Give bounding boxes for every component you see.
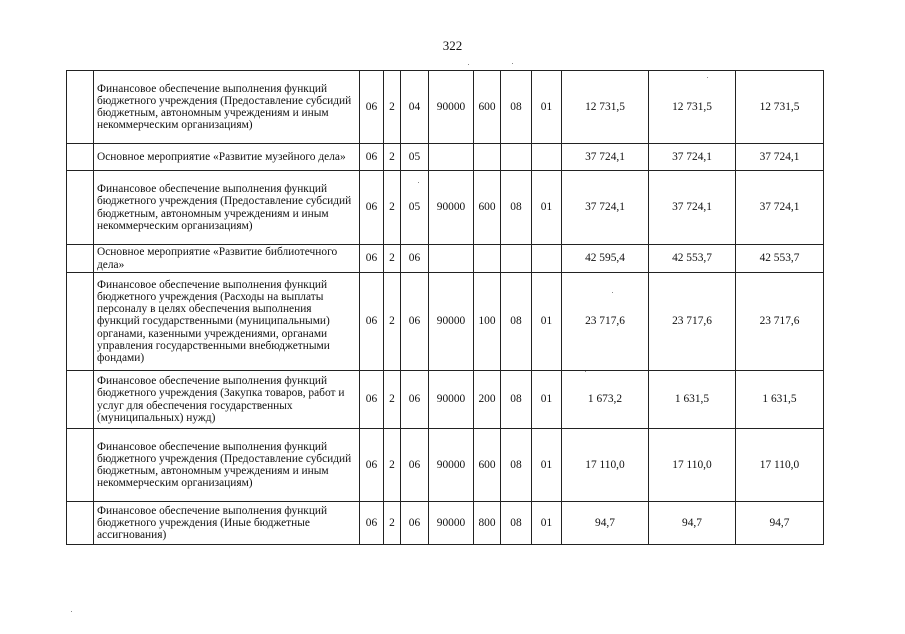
amount-cell: 1 631,5 <box>649 371 736 429</box>
amount-cell: 17 110,0 <box>562 429 649 502</box>
row-marker-cell <box>67 502 94 545</box>
amount-cell: 37 724,1 <box>649 171 736 245</box>
row-marker-cell <box>67 71 94 144</box>
code-cell: 06 <box>401 273 429 371</box>
code-cell: 90000 <box>429 371 474 429</box>
expense-name: Финансовое обеспечение выполнения функций бюджетного учреждения (Предоставление субсидий бюджетным, автономным учреждениям и иным некоммерческим организациям) <box>94 429 360 502</box>
amount-cell: 94,7 <box>562 502 649 545</box>
code-cell <box>429 144 474 171</box>
code-cell: 08 <box>501 171 532 245</box>
code-cell: 06 <box>360 71 384 144</box>
amount-cell: 12 731,5 <box>649 71 736 144</box>
page-number: 322 <box>442 38 463 53</box>
scan-speck <box>585 371 586 372</box>
table-row <box>67 429 824 502</box>
amount-cell: 12 731,5 <box>736 71 824 144</box>
scan-speck <box>71 611 72 612</box>
code-cell: 200 <box>474 371 501 429</box>
code-cell: 2 <box>384 502 401 545</box>
code-cell: 90000 <box>429 502 474 545</box>
code-cell: 08 <box>501 273 532 371</box>
amount-cell: 17 110,0 <box>736 429 824 502</box>
code-cell: 01 <box>532 71 562 144</box>
table-row <box>67 171 824 245</box>
code-cell: 2 <box>384 71 401 144</box>
code-cell: 600 <box>474 71 501 144</box>
amount-cell: 42 553,7 <box>736 245 824 273</box>
code-cell: 06 <box>401 429 429 502</box>
row-marker-cell <box>67 429 94 502</box>
expense-name: Финансовое обеспечение выполнения функций бюджетного учреждения (Расходы на выплаты персоналу в целях обеспечения выполнения функций государственными (муниципальными) органами, казенными учреждениями, органами управления государственными внебюджетными фондами) <box>94 273 360 371</box>
expense-name: Основное мероприятие «Развитие библиотечного дела» <box>94 245 360 273</box>
budget-table-body <box>67 71 824 545</box>
expense-name: Финансовое обеспечение выполнения функций бюджетного учреждения (Предоставление субсидий бюджетным, автономным учреждениям и иным некоммерческим организациям) <box>94 71 360 144</box>
code-cell: 05 <box>401 144 429 171</box>
code-cell: 01 <box>532 502 562 545</box>
amount-cell: 17 110,0 <box>649 429 736 502</box>
code-cell: 600 <box>474 429 501 502</box>
code-cell <box>532 245 562 273</box>
scan-speck <box>512 63 513 64</box>
code-cell: 01 <box>532 429 562 502</box>
expense-name: Финансовое обеспечение выполнения функций бюджетного учреждения (Закупка товаров, работ и услуг для обеспечения государственных (муниципальных) нужд) <box>94 371 360 429</box>
code-cell <box>501 245 532 273</box>
table-row <box>67 245 824 273</box>
row-marker-cell <box>67 144 94 171</box>
table-row <box>67 371 824 429</box>
code-cell: 08 <box>501 371 532 429</box>
code-cell: 06 <box>360 273 384 371</box>
code-cell <box>429 245 474 273</box>
code-cell: 2 <box>384 144 401 171</box>
code-cell: 2 <box>384 245 401 273</box>
amount-cell: 23 717,6 <box>736 273 824 371</box>
code-cell: 01 <box>532 371 562 429</box>
code-cell: 800 <box>474 502 501 545</box>
code-cell: 06 <box>360 144 384 171</box>
code-cell: 06 <box>360 371 384 429</box>
amount-cell: 12 731,5 <box>562 71 649 144</box>
code-cell: 06 <box>401 502 429 545</box>
code-cell: 08 <box>501 502 532 545</box>
amount-cell: 1 673,2 <box>562 371 649 429</box>
row-marker-cell <box>67 371 94 429</box>
code-cell <box>474 245 501 273</box>
row-marker-cell <box>67 171 94 245</box>
table-row <box>67 502 824 545</box>
table-row <box>67 273 824 371</box>
code-cell: 2 <box>384 429 401 502</box>
amount-cell: 23 717,6 <box>562 273 649 371</box>
amount-cell: 37 724,1 <box>649 144 736 171</box>
code-cell <box>474 144 501 171</box>
code-cell: 06 <box>360 171 384 245</box>
code-cell: 90000 <box>429 171 474 245</box>
code-cell: 2 <box>384 371 401 429</box>
code-cell: 06 <box>360 245 384 273</box>
expense-name: Финансовое обеспечение выполнения функций бюджетного учреждения (Иные бюджетные ассигнования) <box>94 502 360 545</box>
scan-speck <box>418 182 419 183</box>
amount-cell: 42 595,4 <box>562 245 649 273</box>
amount-cell: 37 724,1 <box>736 144 824 171</box>
amount-cell: 1 631,5 <box>736 371 824 429</box>
code-cell: 01 <box>532 171 562 245</box>
code-cell: 90000 <box>429 273 474 371</box>
amount-cell: 42 553,7 <box>649 245 736 273</box>
expense-name: Финансовое обеспечение выполнения функций бюджетного учреждения (Предоставление субсидий бюджетным, автономным учреждениям и иным некоммерческим организациям) <box>94 171 360 245</box>
table-row <box>67 71 824 144</box>
amount-cell: 37 724,1 <box>562 171 649 245</box>
code-cell: 01 <box>532 273 562 371</box>
amount-cell: 23 717,6 <box>649 273 736 371</box>
code-cell: 2 <box>384 273 401 371</box>
amount-cell: 37 724,1 <box>736 171 824 245</box>
code-cell: 2 <box>384 171 401 245</box>
code-cell: 08 <box>501 71 532 144</box>
code-cell: 90000 <box>429 71 474 144</box>
code-cell: 08 <box>501 429 532 502</box>
amount-cell: 37 724,1 <box>562 144 649 171</box>
code-cell <box>501 144 532 171</box>
code-cell: 04 <box>401 71 429 144</box>
code-cell: 05 <box>401 171 429 245</box>
scan-speck <box>612 292 613 293</box>
code-cell: 600 <box>474 171 501 245</box>
amount-cell: 94,7 <box>736 502 824 545</box>
row-marker-cell <box>67 273 94 371</box>
table-row <box>67 144 824 171</box>
code-cell: 06 <box>401 245 429 273</box>
scan-speck <box>468 64 469 65</box>
code-cell <box>532 144 562 171</box>
row-marker-cell <box>67 245 94 273</box>
code-cell: 100 <box>474 273 501 371</box>
code-cell: 06 <box>360 429 384 502</box>
code-cell: 06 <box>360 502 384 545</box>
code-cell: 06 <box>401 371 429 429</box>
budget-table <box>66 70 824 545</box>
scan-speck <box>707 77 708 78</box>
expense-name: Основное мероприятие «Развитие музейного дела» <box>94 144 360 171</box>
code-cell: 90000 <box>429 429 474 502</box>
amount-cell: 94,7 <box>649 502 736 545</box>
